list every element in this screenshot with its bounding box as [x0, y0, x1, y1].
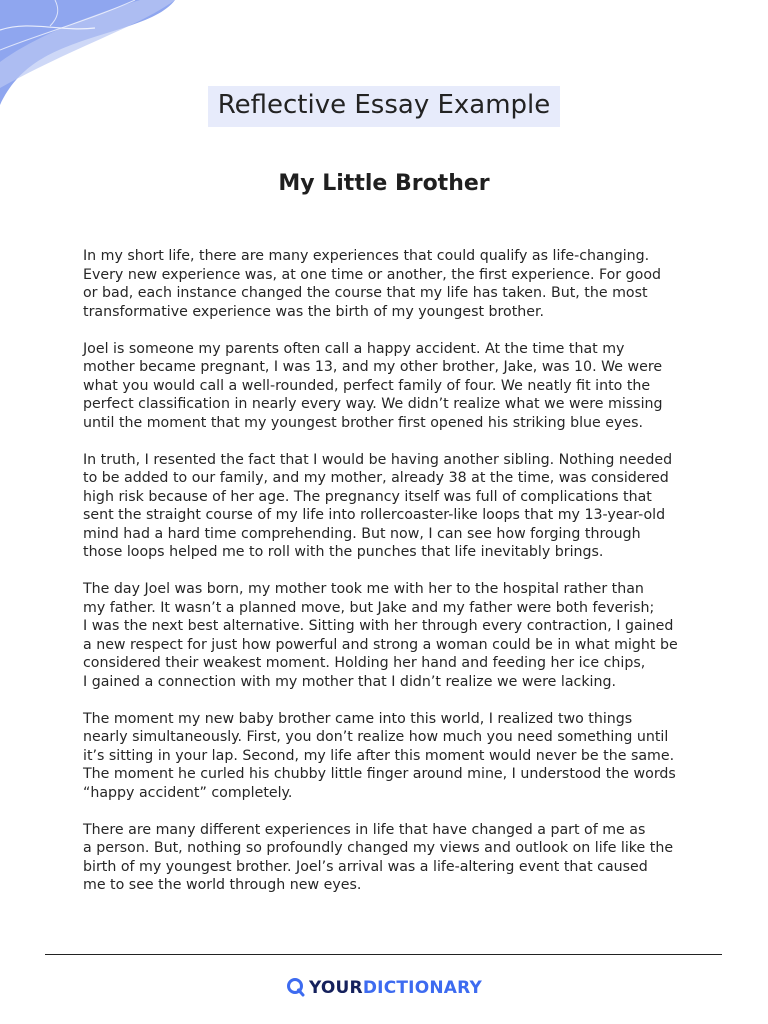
paragraph-line: In my short life, there are many experiences that could qualify as life-changing.: [83, 248, 650, 264]
paragraph-line: it’s sitting in your lap. Second, my life after this moment would never be the same.: [83, 747, 675, 764]
paragraph-line: mother became pregnant, I was 13, and my other brother, Jake, was 10. We were: [83, 359, 663, 375]
paragraph-line: Every new experience was, at one time or another, the first experience. For good: [83, 266, 662, 283]
essay-paragraph: [83, 821, 703, 895]
paragraph-line: or bad, each instance changed the course that my life has taken. But, the most: [83, 285, 648, 301]
paragraph-line: birth of my youngest brother. Joel’s arrival was a life-altering event that caused: [83, 858, 648, 875]
paragraph-line: to be added to our family, and my mother, already 38 at the time, was considered: [83, 470, 669, 486]
paragraph-line: perfect classification in nearly every way. We didn’t realize what we were missing: [83, 396, 663, 412]
paragraph-line: The moment he curled his chubby little finger around mine, I understood the words: [83, 766, 676, 782]
paragraph-line: Joel is someone my parents often call a happy accident. At the time that my: [83, 340, 625, 357]
header: [0, 86, 768, 127]
yourdictionary-logo: [0, 976, 768, 1000]
page-title: Reflective Essay Example: [208, 86, 561, 127]
paragraph-line: nearly simultaneously. First, you don’t realize how much you need something until: [83, 729, 669, 745]
paragraph-line: those loops helped me to roll with the punches that life inevitably brings.: [83, 544, 604, 560]
footer-divider: [45, 954, 722, 955]
essay-paragraph: [83, 340, 703, 433]
paragraph-line: In truth, I resented the fact that I would be having another sibling. Nothing needed: [83, 451, 673, 468]
essay-paragraph: [83, 710, 703, 803]
essay-paragraph: [83, 580, 703, 691]
paragraph-line: considered their weakest moment. Holding her hand and feeding her ice chips,: [83, 655, 646, 671]
logo-text-your: YOUR: [309, 978, 363, 998]
paragraph-line: I was the next best alternative. Sitting with her through every contraction, I gained: [83, 618, 674, 634]
paragraph-line: sent the straight course of my life into rollercoaster-like loops that my 13-year-old: [83, 507, 666, 523]
paragraph-line: high risk because of her age. The pregnancy itself was full of complications that: [83, 488, 652, 505]
paragraph-line: me to see the world through new eyes.: [83, 877, 362, 893]
essay-paragraph: [83, 247, 703, 321]
paragraph-line: what you would call a well-rounded, perfect family of four. We neatly fit into the: [83, 377, 651, 394]
paragraph-line: I gained a connection with my mother that I didn’t realize we were lacking.: [83, 673, 617, 690]
paragraph-line: mind had a hard time comprehending. But now, I can see how forging through: [83, 525, 641, 542]
paragraph-line: until the moment that my youngest brother first opened his striking blue eyes.: [83, 414, 644, 431]
essay-paragraph: [83, 451, 703, 562]
paragraph-line: The day Joel was born, my mother took me with her to the hospital rather than: [83, 581, 644, 597]
logo-text-dictionary: DICTIONARY: [362, 978, 482, 998]
paragraph-line: The moment my new baby brother came into this world, I realized two things: [83, 710, 633, 727]
paragraph-line: my father. It wasn’t a planned move, but Jake and my father were both feverish;: [83, 599, 655, 616]
paragraph-line: a new respect for just how powerful and strong a woman could be in what might be: [83, 636, 678, 653]
paragraph-line: transformative experience was the birth of my youngest brother.: [83, 303, 545, 320]
paragraph-line: a person. But, nothing so profoundly changed my views and outlook on life like the: [83, 840, 674, 856]
essay-title: My Little Brother: [278, 171, 490, 196]
paragraph-line: There are many different experiences in life that have changed a part of me as: [83, 821, 646, 838]
magnifier-q-icon: [286, 977, 306, 997]
essay-body: [83, 247, 703, 913]
paragraph-line: “happy accident” completely.: [83, 784, 293, 801]
